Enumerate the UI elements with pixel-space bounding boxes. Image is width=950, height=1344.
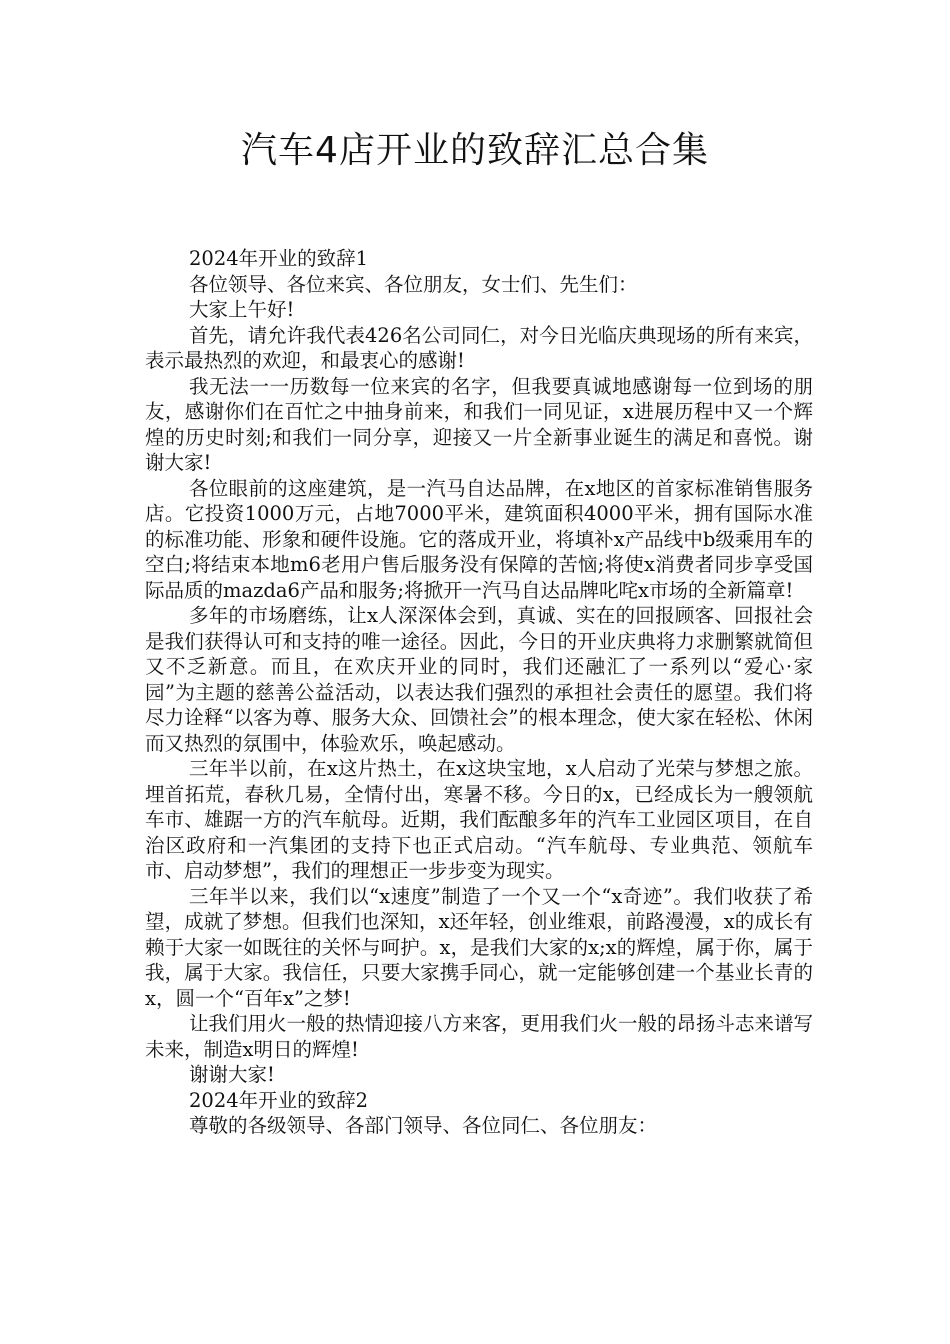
document-title: 汽车4店开业的致辞汇总合集 [241, 130, 709, 171]
body-paragraph: 让我们用火一般的热情迎接八方来客，更用我们火一般的昂扬斗志来谱写未来，制造x明日的辉煌! [145, 1012, 814, 1061]
body-paragraph: 我无法一一历数每一位来宾的名字，但我要真诚地感谢每一位到场的朋友，感谢你们在百忙之中抽身前来，和我们一同见证，x进展历程中又一个辉煌的历史时刻;和我们一同分享，迎接又一片全新事业诞生的满足和喜悦。谢谢大家! [145, 374, 813, 474]
speech-heading: 2024年开业的致辞2 [189, 1088, 369, 1112]
speech-heading: 2024年开业的致辞1 [189, 247, 369, 270]
salutation: 各位领导、各位来宾、各位朋友，女士们、先生们： [189, 272, 638, 296]
closing-line: 谢谢大家! [189, 1063, 275, 1086]
body-paragraph: 多年的市场磨练，让x人深深体会到，真诚、实在的回报顾客、回报社会是我们获得认可和支持的唯一途径。因此，今日的开业庆典将力求删繁就简但又不乏新意。而且，在欢庆开业的同时，我们还融汇了一系列以“爱心·家园”为主题的慈善公益活动，以表达我们强烈的承担社会责任的愿望。我们将尽力诠释“以客为尊、服务大众、回馈社会”的根本理念，使大家在轻松、休闲而又热烈的氛围中，体验欢乐，唤起感动。 [145, 604, 813, 755]
body-paragraph: 三年半以来，我们以“x速度”制造了一个又一个“x奇迹”。我们收获了希望，成就了梦想。但我们也深知，x还年轻，创业维艰，前路漫漫，x的成长有赖于大家一如既往的关怀与呵护。x，是我们大家的x;x的辉煌，属于你，属于我，属于大家。我信任，只要大家携手同心，就一定能够创建一个基业长青的x，圆一个“百年x”之梦! [145, 884, 813, 1010]
document-body [145, 246, 813, 1139]
body-paragraph: 三年半以前，在x这片热土，在x这块宝地，x人启动了光荣与梦想之旅。埋首拓荒，春秋几易，全情付出，寒暑不移。今日的x，已经成长为一艘领航车市、雄踞一方的汽车航母。近期，我们酝酿多年的汽车工业园区项目，在自治区政府和一汽集团的支持下也正式启动。“汽车航母、专业典范、领航车市、启动梦想”，我们的理想正一步步变为现实。 [145, 757, 813, 882]
body-paragraph: 各位眼前的这座建筑，是一汽马自达品牌，在x地区的首家标准销售服务店。它投资1000万元，占地7000平米，建筑面积4000平米，拥有国际水准的标准功能、形象和硬件设施。它的落成开业，将填补x产品线中b级乘用车的空白;将结束本地m6老用户售后服务没有保障的苦恼;将使x消费者同步享受国际品质的mazda6产品和服务;将掀开一汽马自达品牌叱咤x市场的全新篇章! [145, 476, 813, 602]
body-paragraph: 首先，请允许我代表426名公司同仁，对今日光临庆典现场的所有来宾，表示最热烈的欢迎，和最衷心的感谢! [145, 323, 813, 372]
salutation: 尊敬的各级领导、各部门领导、各位同仁、各位朋友： [189, 1114, 658, 1137]
greeting: 大家上午好! [189, 298, 295, 321]
